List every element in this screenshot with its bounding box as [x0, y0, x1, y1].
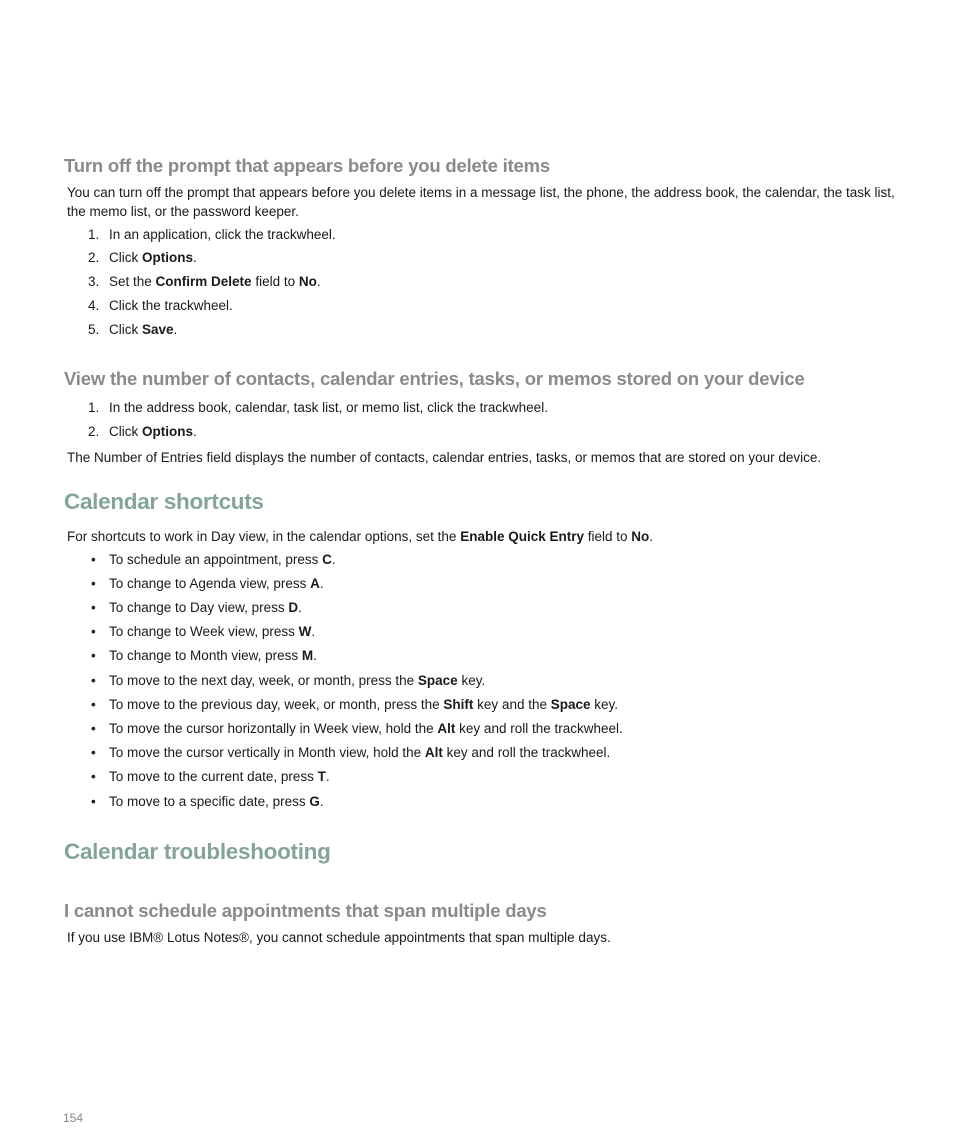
intro-paragraph: You can turn off the prompt that appears before you delete items in a message list, the phone, the address book, the calendar, the task list, the memo list, or the password keeper. — [67, 185, 895, 219]
list-item — [88, 552, 336, 567]
list-item — [88, 745, 610, 760]
list-item — [88, 576, 324, 591]
bullet: • — [91, 552, 96, 567]
list-text: key. — [457, 673, 486, 688]
step-keyword: Confirm Delete — [155, 274, 252, 289]
list-item — [88, 794, 324, 809]
list-text: key and the — [473, 697, 551, 712]
list-keyword: Alt — [437, 721, 456, 736]
step-item — [88, 274, 321, 289]
step-number: 2. — [88, 250, 100, 265]
section-heading-calendar-shortcuts: Calendar shortcuts — [64, 489, 264, 514]
list-text: . — [325, 769, 330, 784]
intro-text: For shortcuts to work in Day view, in the calendar options, set the — [67, 529, 461, 544]
list-text: To change to Day view, press — [109, 600, 289, 615]
bullet: • — [91, 794, 96, 809]
bullet: • — [91, 721, 96, 736]
troubleshooting-paragraph: If you use IBM® Lotus Notes®, you cannot schedule appointments that span multiple days. — [67, 930, 611, 945]
step-text: . — [316, 274, 321, 289]
step-number: 1. — [88, 227, 100, 242]
list-text: To move the cursor vertically in Month view, hold the — [109, 745, 425, 760]
list-text: To schedule an appointment, press — [109, 552, 323, 567]
bullet: • — [91, 769, 96, 784]
list-text: . — [331, 552, 336, 567]
list-keyword: Alt — [424, 745, 443, 760]
step-number: 4. — [88, 298, 100, 313]
step-item — [88, 250, 197, 265]
step-text: . — [193, 424, 197, 439]
list-text: To move to the next day, week, or month, press the — [109, 673, 418, 688]
intro-text: . — [649, 529, 654, 544]
bullet: • — [91, 673, 96, 688]
list-text: To change to Week view, press — [109, 624, 299, 639]
list-keyword: G — [309, 794, 320, 809]
list-text: . — [313, 648, 317, 663]
step-keyword: Options — [142, 250, 193, 265]
section-heading-delete-prompt: Turn off the prompt that appears before you delete items — [64, 155, 550, 176]
bullet: • — [91, 745, 96, 760]
list-item — [88, 600, 302, 615]
list-keyword: W — [298, 624, 312, 639]
list-item — [88, 721, 623, 736]
page-number: 154 — [63, 1111, 84, 1125]
list-item — [88, 673, 485, 688]
step-text: field to — [251, 274, 299, 289]
list-text: To move to the current date, press — [109, 769, 318, 784]
step-number: 1. — [88, 400, 100, 415]
step-text: Click — [109, 424, 142, 439]
bullet: • — [91, 624, 96, 639]
step-text: Click the trackwheel. — [109, 298, 233, 313]
note-paragraph: The Number of Entries field displays the number of contacts, calendar entries, tasks, or memos that are stored on your device. — [67, 450, 822, 465]
step-keyword: Options — [142, 424, 193, 439]
step-text: In the address book, calendar, task list, or memo list, click the trackwheel. — [109, 400, 548, 415]
step-keyword: No — [298, 274, 317, 289]
list-text: To change to Agenda view, press — [109, 576, 311, 591]
list-keyword: M — [301, 648, 314, 663]
list-text: To move to the previous day, week, or month, press the — [109, 697, 444, 712]
list-text: To change to Month view, press — [109, 648, 302, 663]
list-item — [88, 769, 330, 784]
list-text: . — [319, 576, 324, 591]
step-item — [88, 227, 336, 242]
step-number: 3. — [88, 274, 100, 289]
list-keyword: Shift — [443, 697, 474, 712]
step-item — [88, 424, 197, 439]
step-text: . — [173, 322, 178, 337]
step-text: . — [193, 250, 197, 265]
list-item — [88, 697, 618, 712]
step-item — [88, 400, 548, 415]
step-text: In an application, click the trackwheel. — [109, 227, 336, 242]
intro-text: field to — [583, 529, 632, 544]
list-text: . — [311, 624, 316, 639]
intro-keyword: Enable Quick Entry — [460, 529, 584, 544]
bullet: • — [91, 648, 96, 663]
intro-paragraph — [67, 527, 897, 546]
list-text: . — [298, 600, 302, 615]
step-text: Click — [109, 322, 142, 337]
step-text: Set the — [109, 274, 156, 289]
list-text: To move to a specific date, press — [109, 794, 310, 809]
step-item — [88, 322, 177, 337]
step-item — [88, 298, 233, 313]
section-heading-view-number: View the number of contacts, calendar entries, tasks, or memos stored on your device — [64, 368, 805, 389]
bullet: • — [91, 576, 96, 591]
list-keyword: Space — [550, 697, 591, 712]
list-keyword: T — [317, 769, 326, 784]
intro-keyword: No — [631, 529, 650, 544]
step-number: 5. — [88, 322, 100, 337]
bullet: • — [91, 600, 96, 615]
list-keyword: Space — [417, 673, 458, 688]
list-text: . — [319, 794, 324, 809]
list-text: key and roll the trackwheel. — [455, 721, 623, 736]
section-heading-calendar-troubleshooting: Calendar troubleshooting — [64, 839, 331, 864]
list-keyword: D — [288, 600, 299, 615]
subheading-multiple-days: I cannot schedule appointments that span multiple days — [64, 900, 547, 921]
list-text: To move the cursor horizontally in Week view, hold the — [109, 721, 438, 736]
step-number: 2. — [88, 424, 100, 439]
list-keyword: A — [310, 576, 320, 591]
list-keyword: C — [322, 552, 332, 567]
step-text: Click — [109, 250, 142, 265]
list-item — [88, 624, 315, 639]
step-keyword: Save — [142, 322, 174, 337]
bullet: • — [91, 697, 96, 712]
list-text: key and roll the trackwheel. — [442, 745, 611, 760]
list-text: key. — [590, 697, 619, 712]
list-item — [88, 648, 317, 663]
